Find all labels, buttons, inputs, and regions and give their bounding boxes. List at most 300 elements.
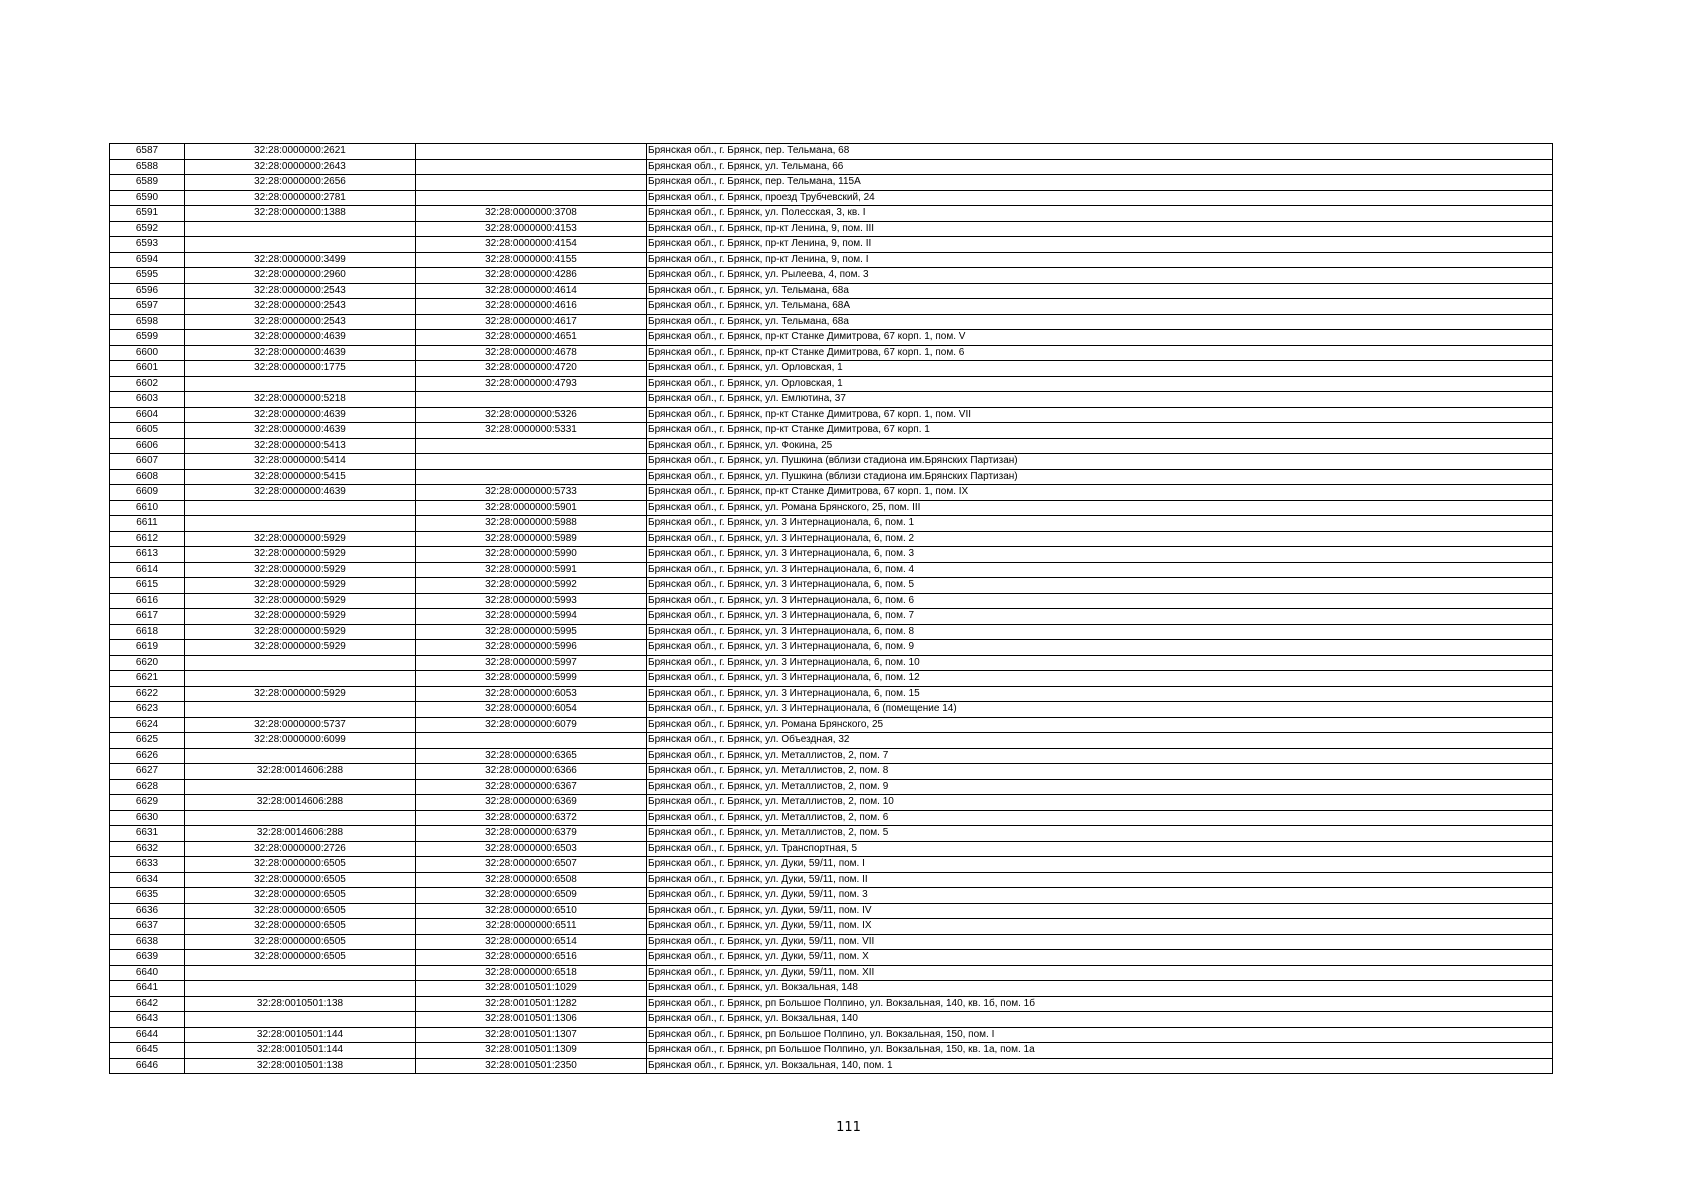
cadastral-number-cell: 32:28:0000000:6099: [185, 733, 416, 749]
address-cell: Брянская обл., г. Брянск, пр-кт Станке Димитрова, 67 корп. 1, пом. VII: [647, 407, 1553, 423]
object-cadastral-number-cell: 32:28:0000000:6507: [416, 857, 647, 873]
row-number-cell: 6614: [110, 562, 185, 578]
address-cell: Брянская обл., г. Брянск, ул. Тельмана, 68А: [647, 299, 1553, 315]
cadastral-number-cell: 32:28:0000000:2726: [185, 841, 416, 857]
object-cadastral-number-cell: 32:28:0000000:6379: [416, 826, 647, 842]
row-number-cell: 6622: [110, 686, 185, 702]
table-row: [110, 252, 1553, 268]
row-number-cell: 6593: [110, 237, 185, 253]
row-number-cell: 6603: [110, 392, 185, 408]
cadastral-number-cell: 32:28:0014606:288: [185, 826, 416, 842]
table-row: [110, 392, 1553, 408]
row-number-cell: 6632: [110, 841, 185, 857]
cadastral-number-cell: 32:28:0000000:4639: [185, 423, 416, 439]
cadastral-number-cell: 32:28:0000000:5929: [185, 640, 416, 656]
row-number-cell: 6606: [110, 438, 185, 454]
object-cadastral-number-cell: 32:28:0000000:6511: [416, 919, 647, 935]
table-row: [110, 919, 1553, 935]
address-cell: Брянская обл., г. Брянск, ул. Тельмана, 68а: [647, 283, 1553, 299]
object-cadastral-number-cell: 32:28:0010501:1029: [416, 981, 647, 997]
cadastral-number-cell: 32:28:0000000:5413: [185, 438, 416, 454]
address-cell: Брянская обл., г. Брянск, пр-кт Ленина, 9, пом. II: [647, 237, 1553, 253]
object-cadastral-number-cell: 32:28:0000000:4617: [416, 314, 647, 330]
address-cell: Брянская обл., г. Брянск, проезд Трубчевский, 24: [647, 190, 1553, 206]
cadastral-number-cell: 32:28:0000000:5415: [185, 469, 416, 485]
object-cadastral-number-cell: 32:28:0000000:5995: [416, 624, 647, 640]
object-cadastral-number-cell: 32:28:0000000:3708: [416, 206, 647, 222]
address-cell: Брянская обл., г. Брянск, пер. Тельмана, 68: [647, 144, 1553, 160]
address-cell: Брянская обл., г. Брянск, ул. Рылеева, 4, пом. 3: [647, 268, 1553, 284]
cadastral-number-cell: 32:28:0000000:4639: [185, 485, 416, 501]
address-cell: Брянская обл., г. Брянск, рп Большое Полпино, ул. Вокзальная, 140, кв. 1б, пом. 1б: [647, 996, 1553, 1012]
cadastral-number-cell: [185, 500, 416, 516]
row-number-cell: 6628: [110, 779, 185, 795]
object-cadastral-number-cell: [416, 159, 647, 175]
object-cadastral-number-cell: 32:28:0000000:5989: [416, 531, 647, 547]
row-number-cell: 6605: [110, 423, 185, 439]
table-row: [110, 686, 1553, 702]
object-cadastral-number-cell: 32:28:0000000:4678: [416, 345, 647, 361]
table-row: [110, 268, 1553, 284]
cadastral-number-cell: 32:28:0000000:2643: [185, 159, 416, 175]
table-row: [110, 609, 1553, 625]
cadastral-number-cell: 32:28:0000000:2543: [185, 314, 416, 330]
row-number-cell: 6634: [110, 872, 185, 888]
cadastral-number-cell: 32:28:0000000:5929: [185, 562, 416, 578]
address-cell: Брянская обл., г. Брянск, ул. Тельмана, 68а: [647, 314, 1553, 330]
address-cell: Брянская обл., г. Брянск, ул. Металлистов, 2, пом. 10: [647, 795, 1553, 811]
cadastral-number-cell: 32:28:0000000:5737: [185, 717, 416, 733]
address-cell: Брянская обл., г. Брянск, пер. Тельмана, 115А: [647, 175, 1553, 191]
address-cell: Брянская обл., г. Брянск, ул. Фокина, 25: [647, 438, 1553, 454]
address-cell: Брянская обл., г. Брянск, пр-кт Ленина, 9, пом. III: [647, 221, 1553, 237]
object-cadastral-number-cell: 32:28:0000000:4154: [416, 237, 647, 253]
row-number-cell: 6611: [110, 516, 185, 532]
object-cadastral-number-cell: 32:28:0000000:4614: [416, 283, 647, 299]
address-cell: Брянская обл., г. Брянск, пр-кт Станке Димитрова, 67 корп. 1, пом. IX: [647, 485, 1553, 501]
row-number-cell: 6625: [110, 733, 185, 749]
cadastral-number-cell: 32:28:0000000:1775: [185, 361, 416, 377]
object-cadastral-number-cell: [416, 175, 647, 191]
row-number-cell: 6615: [110, 578, 185, 594]
address-cell: Брянская обл., г. Брянск, ул. 3 Интернационала, 6, пом. 2: [647, 531, 1553, 547]
row-number-cell: 6600: [110, 345, 185, 361]
object-cadastral-number-cell: [416, 392, 647, 408]
row-number-cell: 6641: [110, 981, 185, 997]
object-cadastral-number-cell: 32:28:0000000:6509: [416, 888, 647, 904]
address-cell: Брянская обл., г. Брянск, ул. Вокзальная, 140: [647, 1012, 1553, 1028]
address-cell: Брянская обл., г. Брянск, ул. Дуки, 59/11, пом. II: [647, 872, 1553, 888]
address-cell: Брянская обл., г. Брянск, ул. Пушкина (вблизи стадиона им.Брянских Партизан): [647, 469, 1553, 485]
row-number-cell: 6591: [110, 206, 185, 222]
cadastral-number-cell: 32:28:0000000:4639: [185, 345, 416, 361]
table-row: [110, 562, 1553, 578]
table-row: [110, 221, 1553, 237]
row-number-cell: 6621: [110, 671, 185, 687]
object-cadastral-number-cell: 32:28:0000000:6372: [416, 810, 647, 826]
cadastral-number-cell: [185, 516, 416, 532]
row-number-cell: 6618: [110, 624, 185, 640]
row-number-cell: 6640: [110, 965, 185, 981]
cadastral-number-cell: 32:28:0000000:2781: [185, 190, 416, 206]
row-number-cell: 6629: [110, 795, 185, 811]
object-cadastral-number-cell: 32:28:0000000:6514: [416, 934, 647, 950]
object-cadastral-number-cell: 32:28:0000000:6079: [416, 717, 647, 733]
object-cadastral-number-cell: 32:28:0000000:6516: [416, 950, 647, 966]
table-row: [110, 578, 1553, 594]
row-number-cell: 6644: [110, 1027, 185, 1043]
object-cadastral-number-cell: 32:28:0000000:5988: [416, 516, 647, 532]
row-number-cell: 6627: [110, 764, 185, 780]
table-row: [110, 733, 1553, 749]
table-row: [110, 361, 1553, 377]
object-cadastral-number-cell: 32:28:0000000:5997: [416, 655, 647, 671]
cadastral-number-cell: [185, 376, 416, 392]
table-row: [110, 779, 1553, 795]
object-cadastral-number-cell: 32:28:0000000:6365: [416, 748, 647, 764]
table-row: [110, 593, 1553, 609]
object-cadastral-number-cell: 32:28:0010501:1309: [416, 1043, 647, 1059]
address-cell: Брянская обл., г. Брянск, ул. 3 Интернационала, 6, пом. 3: [647, 547, 1553, 563]
table-row: [110, 934, 1553, 950]
object-cadastral-number-cell: 32:28:0000000:5901: [416, 500, 647, 516]
table-row: [110, 903, 1553, 919]
object-cadastral-number-cell: 32:28:0000000:6503: [416, 841, 647, 857]
table-row: [110, 531, 1553, 547]
cadastral-number-cell: 32:28:0000000:5929: [185, 609, 416, 625]
cadastral-number-cell: [185, 981, 416, 997]
address-cell: Брянская обл., г. Брянск, ул. Орловская, 1: [647, 376, 1553, 392]
object-cadastral-number-cell: 32:28:0000000:5331: [416, 423, 647, 439]
address-cell: Брянская обл., г. Брянск, ул. Металлистов, 2, пом. 5: [647, 826, 1553, 842]
object-cadastral-number-cell: 32:28:0000000:5999: [416, 671, 647, 687]
cadastral-number-cell: 32:28:0010501:138: [185, 996, 416, 1012]
cadastral-number-cell: 32:28:0000000:5929: [185, 578, 416, 594]
object-cadastral-number-cell: 32:28:0000000:6518: [416, 965, 647, 981]
address-cell: Брянская обл., г. Брянск, ул. Объездная, 32: [647, 733, 1553, 749]
cadastral-number-cell: 32:28:0000000:5929: [185, 686, 416, 702]
cadastral-number-cell: [185, 748, 416, 764]
address-cell: Брянская обл., г. Брянск, ул. Дуки, 59/11, пом. X: [647, 950, 1553, 966]
object-cadastral-number-cell: 32:28:0000000:5733: [416, 485, 647, 501]
row-number-cell: 6643: [110, 1012, 185, 1028]
object-cadastral-number-cell: 32:28:0000000:5326: [416, 407, 647, 423]
object-cadastral-number-cell: [416, 454, 647, 470]
table-row: [110, 299, 1553, 315]
table-row: [110, 454, 1553, 470]
row-number-cell: 6645: [110, 1043, 185, 1059]
table-row: [110, 376, 1553, 392]
address-cell: Брянская обл., г. Брянск, ул. Полесская, 3, кв. I: [647, 206, 1553, 222]
cadastral-number-cell: 32:28:0000000:2960: [185, 268, 416, 284]
object-cadastral-number-cell: 32:28:0000000:5993: [416, 593, 647, 609]
address-cell: Брянская обл., г. Брянск, пр-кт Станке Димитрова, 67 корп. 1, пом. V: [647, 330, 1553, 346]
cadastral-number-cell: [185, 671, 416, 687]
table-row: [110, 996, 1553, 1012]
address-cell: Брянская обл., г. Брянск, ул. 3 Интернационала, 6 (помещение 14): [647, 702, 1553, 718]
address-cell: Брянская обл., г. Брянск, ул. Металлистов, 2, пом. 9: [647, 779, 1553, 795]
table-row: [110, 330, 1553, 346]
registry-table-body: [110, 144, 1553, 1074]
object-cadastral-number-cell: 32:28:0000000:4793: [416, 376, 647, 392]
table-row: [110, 237, 1553, 253]
row-number-cell: 6608: [110, 469, 185, 485]
table-row: [110, 516, 1553, 532]
row-number-cell: 6630: [110, 810, 185, 826]
table-row: [110, 950, 1553, 966]
address-cell: Брянская обл., г. Брянск, ул. 3 Интернационала, 6, пом. 5: [647, 578, 1553, 594]
address-cell: Брянская обл., г. Брянск, ул. 3 Интернационала, 6, пом. 6: [647, 593, 1553, 609]
table-row: [110, 469, 1553, 485]
object-cadastral-number-cell: 32:28:0000000:6366: [416, 764, 647, 780]
row-number-cell: 6623: [110, 702, 185, 718]
row-number-cell: 6633: [110, 857, 185, 873]
table-row: [110, 624, 1553, 640]
cadastral-number-cell: 32:28:0010501:144: [185, 1027, 416, 1043]
object-cadastral-number-cell: 32:28:0010501:1307: [416, 1027, 647, 1043]
address-cell: Брянская обл., г. Брянск, ул. Орловская, 1: [647, 361, 1553, 377]
address-cell: Брянская обл., г. Брянск, ул. Емлютина, 37: [647, 392, 1553, 408]
row-number-cell: 6592: [110, 221, 185, 237]
cadastral-number-cell: 32:28:0010501:144: [185, 1043, 416, 1059]
table-row: [110, 159, 1553, 175]
address-cell: Брянская обл., г. Брянск, ул. 3 Интернационала, 6, пом. 9: [647, 640, 1553, 656]
table-row: [110, 888, 1553, 904]
row-number-cell: 6631: [110, 826, 185, 842]
row-number-cell: 6599: [110, 330, 185, 346]
row-number-cell: 6594: [110, 252, 185, 268]
row-number-cell: 6617: [110, 609, 185, 625]
address-cell: Брянская обл., г. Брянск, рп Большое Полпино, ул. Вокзальная, 150, кв. 1а, пом. 1а: [647, 1043, 1553, 1059]
address-cell: Брянская обл., г. Брянск, ул. Романа Брянского, 25, пом. III: [647, 500, 1553, 516]
cadastral-number-cell: 32:28:0010501:138: [185, 1058, 416, 1074]
row-number-cell: 6620: [110, 655, 185, 671]
address-cell: Брянская обл., г. Брянск, ул. Металлистов, 2, пом. 6: [647, 810, 1553, 826]
row-number-cell: 6604: [110, 407, 185, 423]
cadastral-number-cell: [185, 237, 416, 253]
table-row: [110, 810, 1553, 826]
address-cell: Брянская обл., г. Брянск, ул. 3 Интернационала, 6, пом. 1: [647, 516, 1553, 532]
address-cell: Брянская обл., г. Брянск, ул. Дуки, 59/11, пом. XII: [647, 965, 1553, 981]
table-row: [110, 640, 1553, 656]
page-number: 111: [836, 1120, 861, 1135]
address-cell: Брянская обл., г. Брянск, ул. Транспортная, 5: [647, 841, 1553, 857]
cadastral-number-cell: 32:28:0014606:288: [185, 764, 416, 780]
cadastral-number-cell: 32:28:0000000:2621: [185, 144, 416, 160]
cadastral-number-cell: 32:28:0000000:6505: [185, 857, 416, 873]
address-cell: Брянская обл., г. Брянск, ул. Металлистов, 2, пом. 7: [647, 748, 1553, 764]
cadastral-number-cell: 32:28:0000000:4639: [185, 407, 416, 423]
row-number-cell: 6624: [110, 717, 185, 733]
cadastral-number-cell: [185, 702, 416, 718]
table-row: [110, 671, 1553, 687]
table-row: [110, 438, 1553, 454]
row-number-cell: 6636: [110, 903, 185, 919]
cadastral-number-cell: 32:28:0014606:288: [185, 795, 416, 811]
row-number-cell: 6595: [110, 268, 185, 284]
cadastral-number-cell: [185, 655, 416, 671]
address-cell: Брянская обл., г. Брянск, пр-кт Станке Димитрова, 67 корп. 1: [647, 423, 1553, 439]
address-cell: Брянская обл., г. Брянск, ул. Романа Брянского, 25: [647, 717, 1553, 733]
object-cadastral-number-cell: 32:28:0010501:1282: [416, 996, 647, 1012]
cadastral-number-cell: [185, 1012, 416, 1028]
row-number-cell: 6609: [110, 485, 185, 501]
table-row: [110, 206, 1553, 222]
object-cadastral-number-cell: 32:28:0000000:5990: [416, 547, 647, 563]
address-cell: Брянская обл., г. Брянск, ул. Дуки, 59/11, пом. 3: [647, 888, 1553, 904]
row-number-cell: 6639: [110, 950, 185, 966]
cadastral-number-cell: 32:28:0000000:6505: [185, 934, 416, 950]
table-row: [110, 1012, 1553, 1028]
row-number-cell: 6642: [110, 996, 185, 1012]
table-row: [110, 423, 1553, 439]
table-row: [110, 702, 1553, 718]
object-cadastral-number-cell: 32:28:0000000:4286: [416, 268, 647, 284]
cadastral-number-cell: 32:28:0000000:1388: [185, 206, 416, 222]
address-cell: Брянская обл., г. Брянск, ул. Пушкина (вблизи стадиона им.Брянских Партизан): [647, 454, 1553, 470]
table-row: [110, 547, 1553, 563]
table-row: [110, 190, 1553, 206]
object-cadastral-number-cell: 32:28:0000000:4153: [416, 221, 647, 237]
cadastral-number-cell: 32:28:0000000:2656: [185, 175, 416, 191]
table-row: [110, 500, 1553, 516]
cadastral-number-cell: 32:28:0000000:5929: [185, 547, 416, 563]
cadastral-number-cell: 32:28:0000000:6505: [185, 888, 416, 904]
cadastral-number-cell: 32:28:0000000:5929: [185, 593, 416, 609]
table-row: [110, 283, 1553, 299]
row-number-cell: 6626: [110, 748, 185, 764]
table-row: [110, 175, 1553, 191]
object-cadastral-number-cell: 32:28:0000000:6054: [416, 702, 647, 718]
address-cell: Брянская обл., г. Брянск, ул. 3 Интернационала, 6, пом. 12: [647, 671, 1553, 687]
object-cadastral-number-cell: [416, 733, 647, 749]
cadastral-number-cell: [185, 779, 416, 795]
object-cadastral-number-cell: [416, 438, 647, 454]
address-cell: Брянская обл., г. Брянск, ул. Вокзальная, 140, пом. 1: [647, 1058, 1553, 1074]
table-row: [110, 872, 1553, 888]
table-row: [110, 1043, 1553, 1059]
object-cadastral-number-cell: [416, 469, 647, 485]
address-cell: Брянская обл., г. Брянск, ул. Дуки, 59/11, пом. IV: [647, 903, 1553, 919]
cadastral-number-cell: 32:28:0000000:2543: [185, 299, 416, 315]
object-cadastral-number-cell: 32:28:0000000:6508: [416, 872, 647, 888]
cadastral-number-cell: 32:28:0000000:6505: [185, 872, 416, 888]
row-number-cell: 6589: [110, 175, 185, 191]
cadastral-number-cell: 32:28:0000000:6505: [185, 919, 416, 935]
address-cell: Брянская обл., г. Брянск, ул. Металлистов, 2, пом. 8: [647, 764, 1553, 780]
row-number-cell: 6612: [110, 531, 185, 547]
cadastral-number-cell: 32:28:0000000:5218: [185, 392, 416, 408]
registry-table: [109, 143, 1553, 1074]
row-number-cell: 6638: [110, 934, 185, 950]
object-cadastral-number-cell: 32:28:0010501:2350: [416, 1058, 647, 1074]
table-row: [110, 841, 1553, 857]
object-cadastral-number-cell: [416, 190, 647, 206]
object-cadastral-number-cell: 32:28:0000000:5994: [416, 609, 647, 625]
table-row: [110, 826, 1553, 842]
object-cadastral-number-cell: 32:28:0000000:6053: [416, 686, 647, 702]
row-number-cell: 6597: [110, 299, 185, 315]
row-number-cell: 6601: [110, 361, 185, 377]
row-number-cell: 6607: [110, 454, 185, 470]
row-number-cell: 6598: [110, 314, 185, 330]
row-number-cell: 6613: [110, 547, 185, 563]
table-row: [110, 345, 1553, 361]
cadastral-number-cell: 32:28:0000000:4639: [185, 330, 416, 346]
address-cell: Брянская обл., г. Брянск, пр-кт Станке Димитрова, 67 корп. 1, пом. 6: [647, 345, 1553, 361]
table-row: [110, 314, 1553, 330]
object-cadastral-number-cell: 32:28:0000000:5992: [416, 578, 647, 594]
cadastral-number-cell: 32:28:0000000:2543: [185, 283, 416, 299]
address-cell: Брянская обл., г. Брянск, ул. Вокзальная, 148: [647, 981, 1553, 997]
address-cell: Брянская обл., г. Брянск, ул. Дуки, 59/11, пом. I: [647, 857, 1553, 873]
object-cadastral-number-cell: 32:28:0000000:6510: [416, 903, 647, 919]
row-number-cell: 6616: [110, 593, 185, 609]
row-number-cell: 6619: [110, 640, 185, 656]
table-row: [110, 1027, 1553, 1043]
cadastral-number-cell: [185, 965, 416, 981]
address-cell: Брянская обл., г. Брянск, ул. 3 Интернационала, 6, пом. 10: [647, 655, 1553, 671]
address-cell: Брянская обл., г. Брянск, ул. Тельмана, 66: [647, 159, 1553, 175]
table-row: [110, 655, 1553, 671]
row-number-cell: 6596: [110, 283, 185, 299]
row-number-cell: 6590: [110, 190, 185, 206]
address-cell: Брянская обл., г. Брянск, рп Большое Полпино, ул. Вокзальная, 150, пом. I: [647, 1027, 1553, 1043]
table-row: [110, 485, 1553, 501]
row-number-cell: 6610: [110, 500, 185, 516]
cadastral-number-cell: [185, 221, 416, 237]
address-cell: Брянская обл., г. Брянск, ул. 3 Интернационала, 6, пом. 4: [647, 562, 1553, 578]
table-row: [110, 717, 1553, 733]
table-row: [110, 981, 1553, 997]
address-cell: Брянская обл., г. Брянск, пр-кт Ленина, 9, пом. I: [647, 252, 1553, 268]
cadastral-number-cell: 32:28:0000000:5929: [185, 624, 416, 640]
cadastral-number-cell: 32:28:0000000:3499: [185, 252, 416, 268]
object-cadastral-number-cell: 32:28:0000000:6367: [416, 779, 647, 795]
address-cell: Брянская обл., г. Брянск, ул. 3 Интернационала, 6, пом. 15: [647, 686, 1553, 702]
row-number-cell: 6602: [110, 376, 185, 392]
cadastral-number-cell: 32:28:0000000:6505: [185, 903, 416, 919]
object-cadastral-number-cell: [416, 144, 647, 160]
cadastral-number-cell: 32:28:0000000:5929: [185, 531, 416, 547]
table-row: [110, 144, 1553, 160]
object-cadastral-number-cell: 32:28:0000000:5996: [416, 640, 647, 656]
address-cell: Брянская обл., г. Брянск, ул. Дуки, 59/11, пом. IX: [647, 919, 1553, 935]
row-number-cell: 6635: [110, 888, 185, 904]
table-row: [110, 407, 1553, 423]
object-cadastral-number-cell: 32:28:0000000:4720: [416, 361, 647, 377]
object-cadastral-number-cell: 32:28:0000000:4616: [416, 299, 647, 315]
row-number-cell: 6646: [110, 1058, 185, 1074]
table-row: [110, 764, 1553, 780]
object-cadastral-number-cell: 32:28:0000000:6369: [416, 795, 647, 811]
object-cadastral-number-cell: 32:28:0010501:1306: [416, 1012, 647, 1028]
address-cell: Брянская обл., г. Брянск, ул. 3 Интернационала, 6, пом. 8: [647, 624, 1553, 640]
cadastral-number-cell: 32:28:0000000:5414: [185, 454, 416, 470]
row-number-cell: 6588: [110, 159, 185, 175]
cadastral-number-cell: 32:28:0000000:6505: [185, 950, 416, 966]
cadastral-number-cell: [185, 810, 416, 826]
address-cell: Брянская обл., г. Брянск, ул. Дуки, 59/11, пом. VII: [647, 934, 1553, 950]
row-number-cell: 6637: [110, 919, 185, 935]
table-row: [110, 965, 1553, 981]
object-cadastral-number-cell: 32:28:0000000:4651: [416, 330, 647, 346]
table-row: [110, 1058, 1553, 1074]
row-number-cell: 6587: [110, 144, 185, 160]
object-cadastral-number-cell: 32:28:0000000:5991: [416, 562, 647, 578]
table-row: [110, 748, 1553, 764]
table-row: [110, 857, 1553, 873]
